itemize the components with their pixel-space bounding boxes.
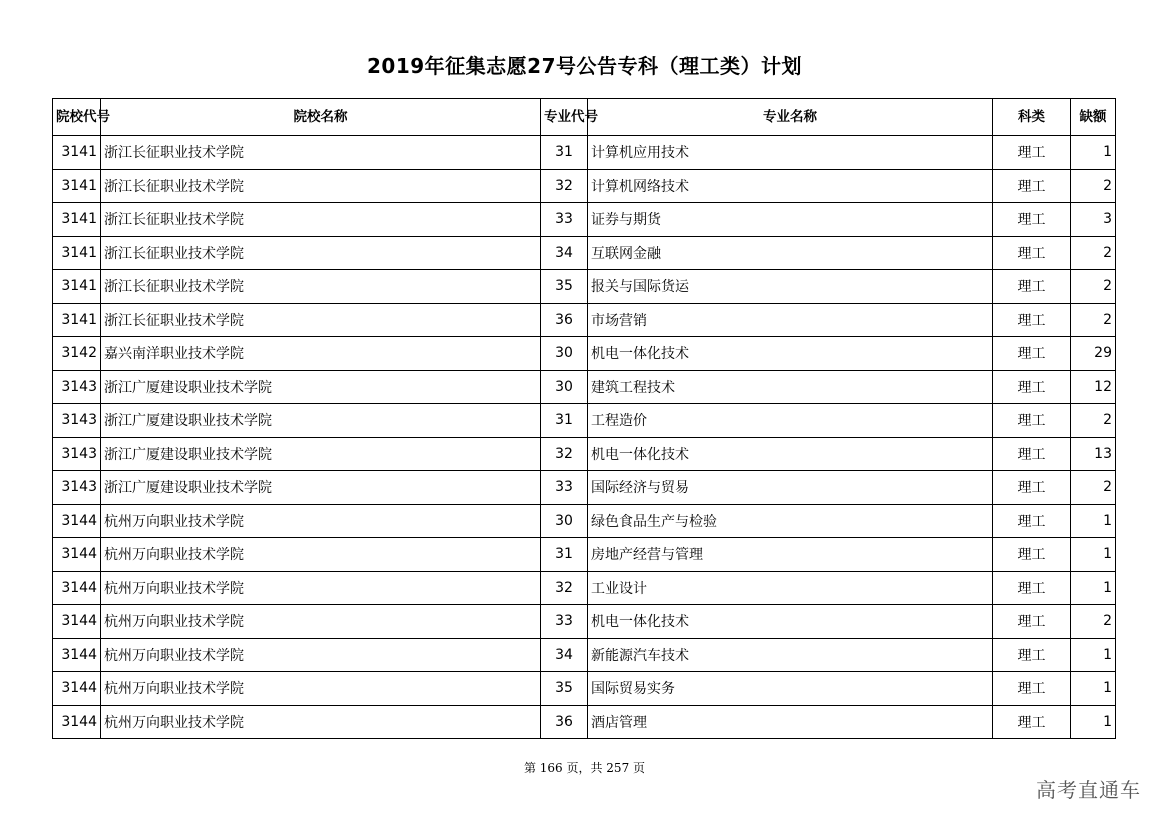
cell-vacancies: 2 (1071, 169, 1116, 203)
cell-major-name: 工业设计 (588, 571, 993, 605)
cell-vacancies: 13 (1071, 437, 1116, 471)
cell-category: 理工 (993, 203, 1071, 237)
watermark-text: 高考直通车 (1036, 778, 1141, 802)
cell-vacancies: 29 (1071, 337, 1116, 371)
cell-category: 理工 (993, 270, 1071, 304)
table-row (53, 370, 1116, 404)
cell-vacancies: 2 (1071, 605, 1116, 639)
cell-school-code: 3144 (53, 705, 101, 739)
cell-school-name: 浙江广厦建设职业技术学院 (101, 404, 541, 438)
cell-vacancies: 2 (1071, 471, 1116, 505)
cell-school-code: 3141 (53, 236, 101, 270)
cell-vacancies: 2 (1071, 270, 1116, 304)
header-school-code: 院校代号 (53, 99, 101, 136)
table-row (53, 571, 1116, 605)
cell-school-name: 浙江长征职业技术学院 (101, 270, 541, 304)
table-body (53, 136, 1116, 739)
table-row (53, 136, 1116, 170)
cell-vacancies: 2 (1071, 303, 1116, 337)
cell-major-code: 30 (541, 504, 588, 538)
cell-vacancies: 1 (1071, 136, 1116, 170)
cell-school-name: 浙江广厦建设职业技术学院 (101, 471, 541, 505)
cell-category: 理工 (993, 504, 1071, 538)
cell-category: 理工 (993, 236, 1071, 270)
table-row (53, 337, 1116, 371)
cell-category: 理工 (993, 370, 1071, 404)
cell-major-code: 31 (541, 404, 588, 438)
table-row (53, 203, 1116, 237)
cell-category: 理工 (993, 605, 1071, 639)
table-row (53, 270, 1116, 304)
cell-major-code: 32 (541, 169, 588, 203)
cell-school-code: 3141 (53, 270, 101, 304)
cell-major-name: 报关与国际货运 (588, 270, 993, 304)
cell-major-name: 建筑工程技术 (588, 370, 993, 404)
cell-category: 理工 (993, 169, 1071, 203)
cell-major-name: 机电一体化技术 (588, 437, 993, 471)
cell-major-name: 机电一体化技术 (588, 337, 993, 371)
cell-category: 理工 (993, 437, 1071, 471)
cell-major-name: 互联网金融 (588, 236, 993, 270)
table-row (53, 705, 1116, 739)
plan-table (52, 98, 1116, 739)
cell-category: 理工 (993, 538, 1071, 572)
page-footer: 第 166 页，共 257 页 (523, 761, 646, 775)
header-category: 科类 (993, 99, 1071, 136)
cell-major-name: 新能源汽车技术 (588, 638, 993, 672)
cell-vacancies: 1 (1071, 638, 1116, 672)
header-vacancies: 缺额 (1071, 99, 1116, 136)
page-title: 2019年征集志愿27号公告专科（理工类）计划 (367, 54, 802, 78)
cell-vacancies: 1 (1071, 571, 1116, 605)
cell-school-code: 3142 (53, 337, 101, 371)
cell-category: 理工 (993, 672, 1071, 706)
cell-major-name: 绿色食品生产与检验 (588, 504, 993, 538)
cell-major-name: 国际经济与贸易 (588, 471, 993, 505)
cell-major-code: 34 (541, 236, 588, 270)
cell-school-name: 浙江长征职业技术学院 (101, 203, 541, 237)
cell-school-name: 嘉兴南洋职业技术学院 (101, 337, 541, 371)
cell-major-name: 计算机应用技术 (588, 136, 993, 170)
table-row (53, 471, 1116, 505)
cell-school-name: 杭州万向职业技术学院 (101, 672, 541, 706)
table-row (53, 504, 1116, 538)
cell-school-code: 3141 (53, 136, 101, 170)
cell-school-name: 杭州万向职业技术学院 (101, 538, 541, 572)
cell-major-code: 33 (541, 471, 588, 505)
cell-category: 理工 (993, 337, 1071, 371)
cell-school-name: 浙江广厦建设职业技术学院 (101, 370, 541, 404)
cell-major-name: 房地产经营与管理 (588, 538, 993, 572)
cell-school-name: 杭州万向职业技术学院 (101, 571, 541, 605)
cell-school-name: 浙江广厦建设职业技术学院 (101, 437, 541, 471)
cell-school-name: 浙江长征职业技术学院 (101, 136, 541, 170)
cell-school-code: 3143 (53, 437, 101, 471)
table-row (53, 672, 1116, 706)
cell-category: 理工 (993, 638, 1071, 672)
cell-category: 理工 (993, 471, 1071, 505)
cell-category: 理工 (993, 571, 1071, 605)
cell-category: 理工 (993, 303, 1071, 337)
cell-major-code: 33 (541, 203, 588, 237)
cell-major-name: 市场营销 (588, 303, 993, 337)
cell-vacancies: 2 (1071, 404, 1116, 438)
cell-school-name: 杭州万向职业技术学院 (101, 605, 541, 639)
cell-major-code: 32 (541, 571, 588, 605)
cell-vacancies: 1 (1071, 538, 1116, 572)
cell-vacancies: 1 (1071, 705, 1116, 739)
cell-school-code: 3141 (53, 203, 101, 237)
table-header-row (53, 99, 1116, 136)
table-row (53, 169, 1116, 203)
cell-vacancies: 1 (1071, 672, 1116, 706)
cell-school-code: 3141 (53, 303, 101, 337)
cell-vacancies: 1 (1071, 504, 1116, 538)
cell-major-code: 35 (541, 270, 588, 304)
header-major-name: 专业名称 (588, 99, 993, 136)
cell-school-name: 浙江长征职业技术学院 (101, 303, 541, 337)
cell-school-code: 3143 (53, 404, 101, 438)
cell-major-code: 33 (541, 605, 588, 639)
cell-category: 理工 (993, 136, 1071, 170)
cell-school-code: 3144 (53, 538, 101, 572)
cell-major-name: 证券与期货 (588, 203, 993, 237)
cell-major-code: 30 (541, 337, 588, 371)
cell-major-code: 32 (541, 437, 588, 471)
cell-school-code: 3141 (53, 169, 101, 203)
cell-major-code: 36 (541, 303, 588, 337)
table-row (53, 236, 1116, 270)
cell-school-name: 杭州万向职业技术学院 (101, 638, 541, 672)
cell-major-name: 机电一体化技术 (588, 605, 993, 639)
cell-major-name: 国际贸易实务 (588, 672, 993, 706)
table-row (53, 404, 1116, 438)
table-row (53, 638, 1116, 672)
cell-category: 理工 (993, 705, 1071, 739)
cell-school-code: 3144 (53, 672, 101, 706)
cell-major-code: 31 (541, 538, 588, 572)
cell-major-code: 35 (541, 672, 588, 706)
table-row (53, 605, 1116, 639)
table-row (53, 538, 1116, 572)
header-school-name: 院校名称 (101, 99, 541, 136)
cell-major-code: 36 (541, 705, 588, 739)
cell-school-name: 浙江长征职业技术学院 (101, 236, 541, 270)
table-row (53, 437, 1116, 471)
cell-vacancies: 12 (1071, 370, 1116, 404)
cell-major-code: 34 (541, 638, 588, 672)
cell-category: 理工 (993, 404, 1071, 438)
cell-school-name: 杭州万向职业技术学院 (101, 705, 541, 739)
cell-major-name: 酒店管理 (588, 705, 993, 739)
table-row (53, 303, 1116, 337)
cell-school-code: 3143 (53, 370, 101, 404)
cell-school-name: 杭州万向职业技术学院 (101, 504, 541, 538)
cell-school-code: 3143 (53, 471, 101, 505)
cell-vacancies: 3 (1071, 203, 1116, 237)
cell-vacancies: 2 (1071, 236, 1116, 270)
cell-school-name: 浙江长征职业技术学院 (101, 169, 541, 203)
cell-school-code: 3144 (53, 605, 101, 639)
cell-school-code: 3144 (53, 638, 101, 672)
header-major-code: 专业代号 (541, 99, 588, 136)
cell-major-code: 31 (541, 136, 588, 170)
cell-major-name: 工程造价 (588, 404, 993, 438)
cell-school-code: 3144 (53, 571, 101, 605)
cell-major-name: 计算机网络技术 (588, 169, 993, 203)
cell-school-code: 3144 (53, 504, 101, 538)
cell-major-code: 30 (541, 370, 588, 404)
